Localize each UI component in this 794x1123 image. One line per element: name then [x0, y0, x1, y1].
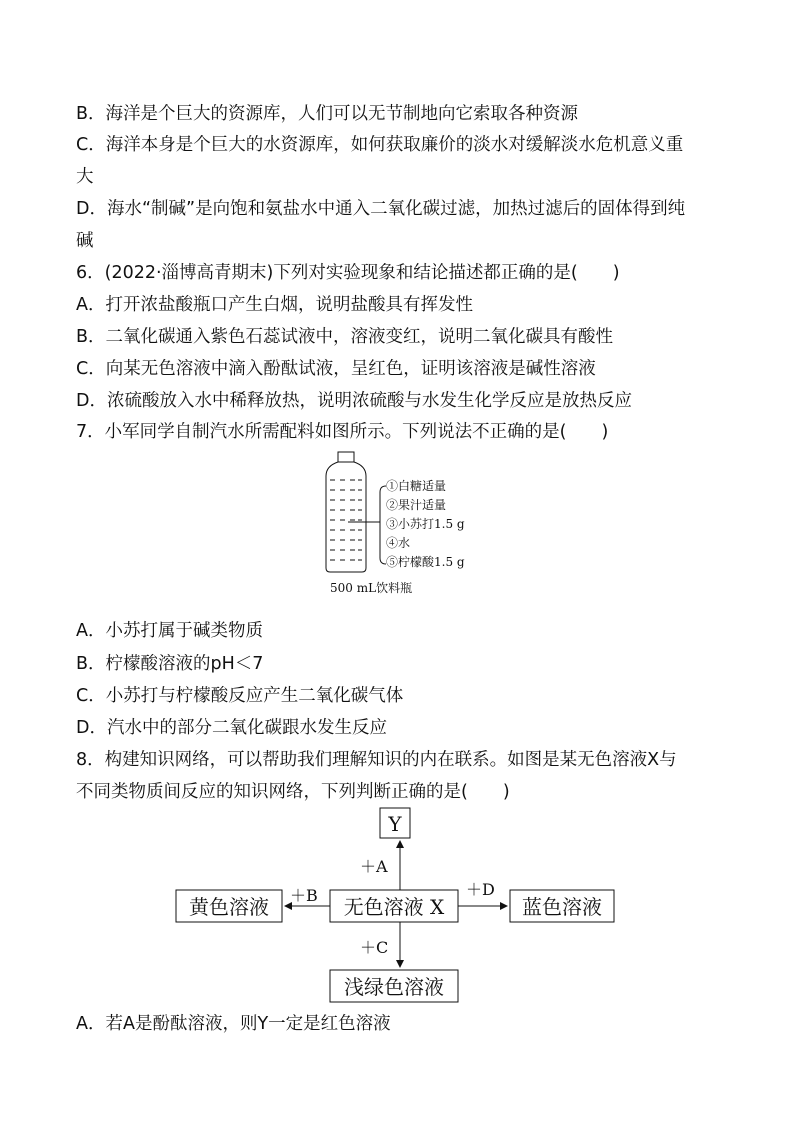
question-8-stem: 8．构建知识网络，可以帮助我们理解知识的内在联系。如图是某无色溶液X与 [76, 750, 677, 770]
option-5d-cont: 碱 [76, 231, 94, 251]
option-5c: C．海洋本身是个巨大的水资源库，如何获取廉价的淡水对缓解淡水危机意义重 [76, 135, 684, 155]
option-6b: B．二氧化碳通入紫色石蕊试液中，溶液变红，说明二氧化碳具有酸性 [76, 327, 614, 347]
option-6c: C．向某无色溶液中滴入酚酞试液，呈红色，证明该溶液是碱性溶液 [76, 359, 596, 379]
option-7b: B．柠檬酸溶液的pH＜7 [76, 654, 264, 674]
option-6d: D．浓硫酸放入水中稀释放热，说明浓硫酸与水发生化学反应是放热反应 [76, 391, 632, 411]
option-5b: B．海洋是个巨大的资源库，人们可以无节制地向它索取各种资源 [76, 104, 579, 124]
arrow-label-d: ＋D [466, 880, 495, 899]
arrow-label-c: ＋C [360, 938, 389, 957]
ingredient-1: ①白糖适量 [386, 479, 447, 493]
bottle-figure [318, 450, 498, 600]
option-5c-cont: 大 [76, 167, 94, 187]
arrow-label-b: ＋B [290, 886, 318, 905]
option-6a: A．打开浓盐酸瓶口产生白烟，说明盐酸具有挥发性 [76, 295, 473, 315]
ingredient-4: ④水 [386, 536, 411, 550]
question-7-stem: 7．小军同学自制汽水所需配料如图所示。下列说法不正确的是( ) [76, 422, 609, 442]
node-center-label: 无色溶液 X [343, 895, 445, 919]
arrow-label-a: ＋A [360, 857, 388, 876]
question-8-stem-cont: 不同类物质间反应的知识网络，下列判断正确的是( ) [76, 782, 510, 802]
ingredient-bracket [348, 486, 386, 564]
node-right-label: 蓝色溶液 [522, 895, 602, 919]
bottle-caption: 500 mL饮料瓶 [330, 581, 413, 595]
node-bottom-label: 浅绿色溶液 [344, 975, 444, 999]
node-left-label: 黄色溶液 [189, 895, 269, 919]
question-6-stem: 6．(2022·淄博高青期末)下列对实验现象和结论描述都正确的是( ) [76, 263, 620, 283]
knowledge-network-diagram [170, 805, 630, 1015]
bottle-icon [326, 452, 366, 572]
node-y-label: Y [388, 812, 402, 836]
ingredient-2: ②果汁适量 [386, 498, 447, 512]
option-8a: A．若A是酚酞溶液，则Y一定是红色溶液 [76, 1014, 391, 1034]
ingredient-5: ⑤柠檬酸1.5 g [386, 555, 465, 569]
ingredient-3: ③小苏打1.5 g [386, 517, 465, 531]
option-7d: D．汽水中的部分二氧化碳跟水发生反应 [76, 718, 387, 738]
option-5d: D．海水“制碱”是向饱和氨盐水中通入二氧化碳过滤，加热过滤后的固体得到纯 [76, 199, 686, 219]
option-7a: A．小苏打属于碱类物质 [76, 621, 263, 641]
option-7c: C．小苏打与柠檬酸反应产生二氧化碳气体 [76, 686, 404, 706]
